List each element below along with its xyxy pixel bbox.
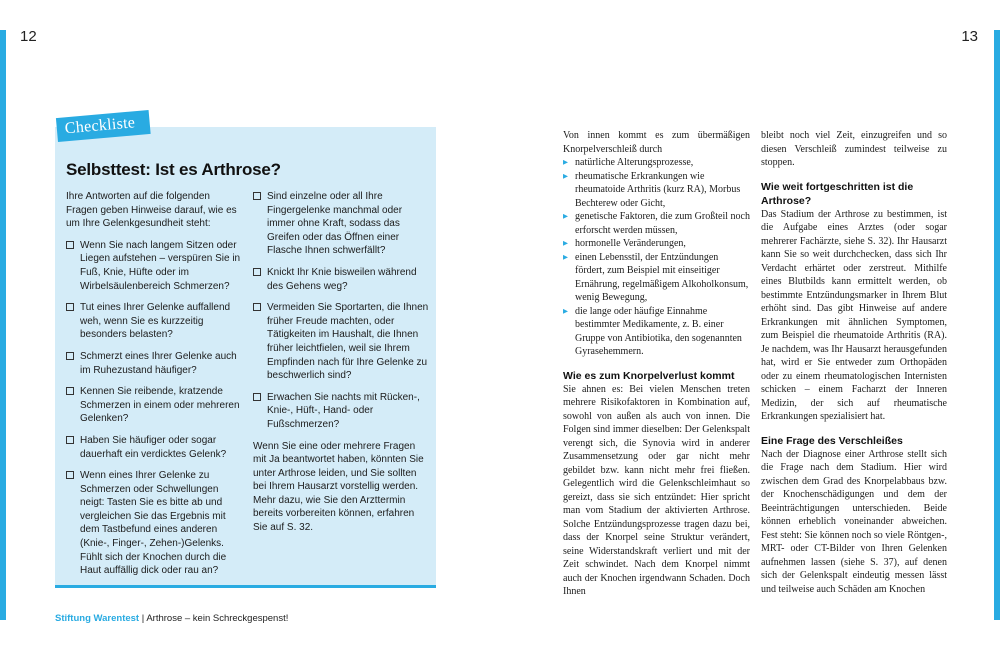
checklist-column-right xyxy=(253,190,431,535)
checklist-question: Haben Sie häufiger oder sogar dauerhaft ein verdicktes Gelenk? xyxy=(80,434,227,460)
checklist-bottom-rule xyxy=(55,585,436,588)
cause-list-item: ▶ die lange oder häufige Einnahme bestimmter Medikamente, z. B. einer Gruppe von Antibiotika, den sogenannten Gyrasehemmern. xyxy=(563,305,750,359)
checkbox-icon xyxy=(66,471,74,479)
checklist-question: Vermeiden Sie Sportarten, die Ihnen früher Freude machten, oder Tätigkeiten im Haushalt, die Ihnen früher leichtfielen, weil sie Ihrem Empfinden nach für Ihre Gelenke zu beschwerlich sind? xyxy=(267,302,429,382)
checklist-question: Wenn eines Ihrer Gelenke zu Schmerzen oder Schwellungen neigt: Tasten Sie es bitte ab und vergleichen Sie das Ergebnis mit dem Tastbefund eines anderen (Knie-, Finger-, Zehen-)Gelenks. Fühlt sich der Knochen durch die Haut auffällig dick oder rau an? xyxy=(80,470,227,577)
checklist-intro: Ihre Antworten auf die folgenden Fragen geben Hinweise darauf, wie es um Ihre Gelenkgesundheit steht: xyxy=(66,191,237,230)
checklist-item xyxy=(253,391,431,432)
right-page-edge-bar xyxy=(994,30,1000,620)
checkbox-icon xyxy=(66,303,74,311)
article-paragraph: bleibt noch viel Zeit, einzugreifen und so diesen Verschleiß zumindest teilweise zu stoppen. xyxy=(761,130,947,168)
footer-separator: | xyxy=(141,613,145,624)
checklist-item xyxy=(66,434,244,461)
checklist-item xyxy=(253,301,431,383)
article-paragraph: Sie ahnen es: Bei vielen Menschen treten mehrere Risikofaktoren in Kombination auf, sowohl von außen als auch von innen. Die Folgen sind immer dieselben: Der Gelenkspalt verengt sich, die Synovia wird in anderer Zusammensetzung oder gar nicht mehr gebildet bzw. kann nicht mehr frei fließen. Gelegentlich wird die Gelenkschleimhaut so gereizt, dass sie sich entzündet: Hier spricht man vom Stadium der aktivierten Arthrose. Solche Entzündungsprozesse tragen dazu bei, dass der Knorpel seine Struktur verändert, seine Widerstandskraft verliert und mit der Zeit schwindet. Nach dem Knorpel nimmt auch der Knochen irgendwann Schaden. Doch Ihnen xyxy=(563,383,750,597)
checklist-item xyxy=(66,350,244,377)
checklist-item xyxy=(66,301,244,342)
page-number-left: 12 xyxy=(20,28,37,45)
checklist-title: Selbsttest: Ist es Arthrose? xyxy=(66,160,281,179)
footer-title: Arthrose – kein Schreckgespenst! xyxy=(146,613,289,624)
checklist-item xyxy=(253,190,431,258)
article-intro: Von innen kommt es zum übermäßigen Knorpelverschleiß durch xyxy=(563,130,750,155)
cause-list-item: ▶ hormonelle Veränderungen, xyxy=(563,237,750,251)
cause-list-item: ▶ genetische Faktoren, die zum Großteil noch erforscht werden müssen, xyxy=(563,210,750,237)
checkbox-icon xyxy=(66,436,74,444)
checklist-question: Schmerzt eines Ihrer Gelenke auch im Ruhezustand häufiger? xyxy=(80,350,237,376)
checklist-question: Wenn Sie nach langem Sitzen oder Liegen aufstehen – verspüren Sie in Fuß, Knie, Hüfte oder im Wirbelsäulenbereich Schmerzen? xyxy=(80,239,241,292)
article-paragraph: Das Stadium der Arthrose zu bestimmen, ist die Aufgabe eines Arztes (oder sogar mehrerer Fachärzte, siehe S. 32). Ihr Hausarzt kann Sie so weit durchchecken, dass sich Ihr Verdacht erhärtet oder zerstreut. Mithilfe eines Blutbilds kann ermittelt werden, ob bestimmte Entzündungsmarker in Ihrem Blut erhöht sind. Das gibt Hinweise auf andere Erkrankungen mit ähnlichen Symptomen, zum Beispiel die rheumatoide Arthritis (RA). Je nachdem, was Ihr Hausarzt herausgefunden hat, wird er Sie entweder zum Orthopäden oder zu einem rheumatologischen Internisten schicken – einem Facharzt der Inneren Medizin, der sich auf rheumatische Erkrankungen spezialisiert hat. xyxy=(761,208,947,422)
article-column-1 xyxy=(563,129,750,599)
section-heading: Wie weit fortgeschritten ist die Arthrose? xyxy=(761,180,914,207)
section-heading: Eine Frage des Verschleißes xyxy=(761,434,903,447)
section-heading: Wie es zum Knorpelverlust kommt xyxy=(563,369,735,382)
checkbox-icon xyxy=(253,192,261,200)
checklist-item xyxy=(66,385,244,426)
checklist-outro: Wenn Sie eine oder mehrere Fragen mit Ja beantwortet haben, könnten Sie unter Arthrose leiden, und Sie sollten bei Ihrem Hausarzt vorstellig werden. Mehr dazu, wie Sie den Arzttermin bereits vorbereiten können, erfahren Sie auf S. 32. xyxy=(253,440,424,534)
checkbox-icon xyxy=(66,352,74,360)
checklist-question: Knickt Ihr Knie bisweilen während des Gehens weg? xyxy=(267,266,417,292)
checklist-column-left xyxy=(66,190,244,578)
left-page-edge-bar xyxy=(0,30,6,620)
checklist-item xyxy=(66,469,244,578)
cause-list xyxy=(563,156,750,359)
checkbox-icon xyxy=(66,387,74,395)
checklist-tag-label: Checkliste xyxy=(64,114,136,138)
article-paragraph: Nach der Diagnose einer Arthrose stellt sich die Frage nach dem Stadium. Hier wird zwischen dem Grad des Knorpelabbaus bzw. der Knochenschädigungen und dem der Beeinträchtigungen unterschieden. Beide können erheblich voneinander abweichen. Fest steht: Sie können noch so viele Röntgen-, MRT- oder CT-Bilder von Ihren Gelenken aufnehmen lassen (siehe S. 37), auf denen sich der Gelenkspalt eindeutig messen lässt und teilweise auch Schäden am Knochen xyxy=(761,448,947,595)
checkbox-icon xyxy=(253,393,261,401)
checkbox-icon xyxy=(253,268,261,276)
checkbox-icon xyxy=(253,303,261,311)
page-number-right: 13 xyxy=(961,28,978,45)
article-column-2 xyxy=(761,129,947,596)
checklist-item xyxy=(66,239,244,293)
cause-list-item: ▶ einen Lebensstil, der Entzündungen fördert, zum Beispiel mit einseitiger Ernährung, regelmäßigem Alkoholkonsum, wenig Bewegung, xyxy=(563,251,750,305)
checkbox-icon xyxy=(66,241,74,249)
checklist-question: Erwachen Sie nachts mit Rücken-, Knie-, Hüft-, Hand- oder Fußschmerzen? xyxy=(267,391,420,430)
footer-brand: Stiftung Warentest xyxy=(55,613,140,624)
checklist-question: Kennen Sie reibende, kratzende Schmerzen in einem oder mehreren Gelenken? xyxy=(80,386,240,425)
page-footer xyxy=(55,613,288,624)
cause-list-item: ▶ natürliche Alterungsprozesse, xyxy=(563,156,750,170)
checklist-question: Sind einzelne oder all Ihre Fingergelenke manchmal oder immer ohne Kraft, sodass das Greifen oder das Öffnen einer Flasche Ihnen schwerfällt? xyxy=(267,191,403,257)
checklist-question: Tut eines Ihrer Gelenke auffallend weh, wenn Sie es kurzzeitig besonders belasten? xyxy=(80,302,231,341)
checklist-item xyxy=(253,266,431,293)
cause-list-item: ▶ rheumatische Erkrankungen wie rheumatoide Arthritis (kurz RA), Morbus Bechterew oder Gicht, xyxy=(563,170,750,211)
